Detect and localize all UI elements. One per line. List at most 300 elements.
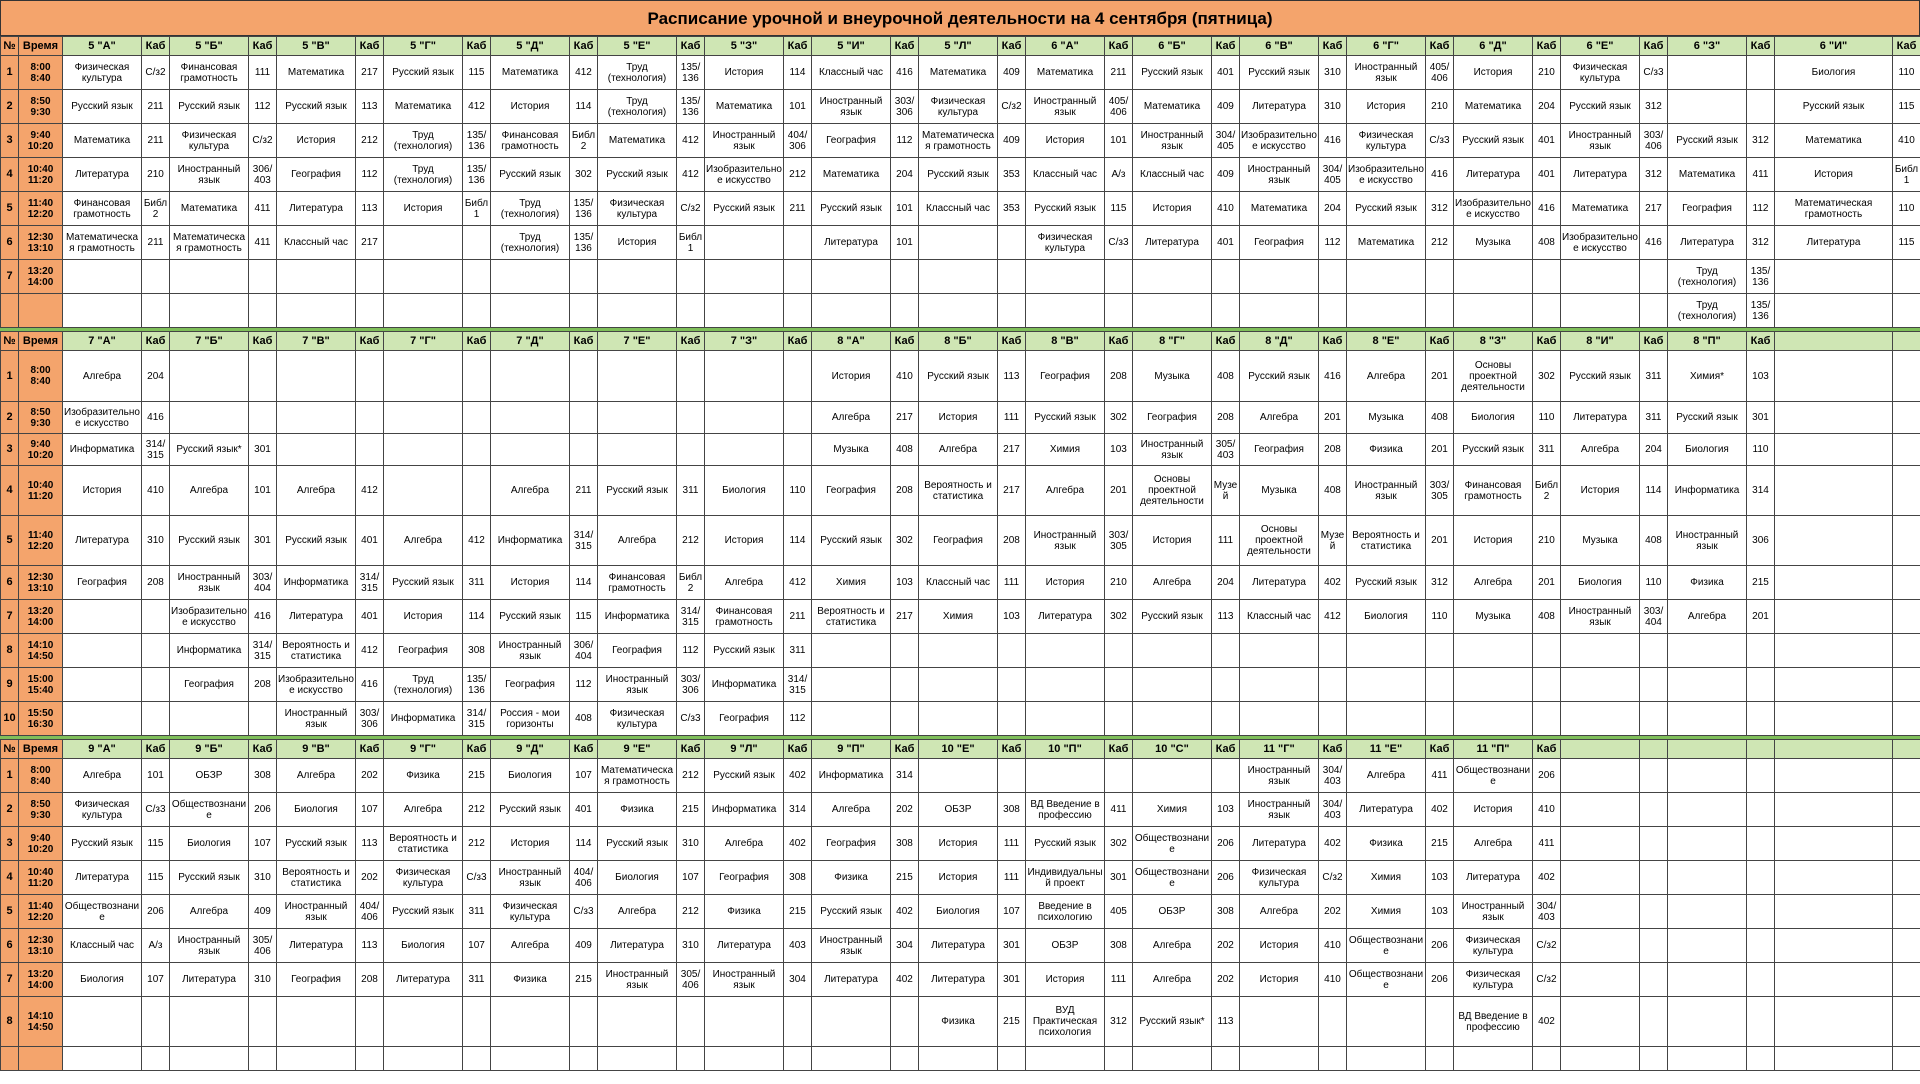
subject-cell: История: [1561, 466, 1640, 516]
subject-cell: Иностранный язык: [705, 963, 784, 997]
subject-cell: Русский язык: [1133, 56, 1212, 90]
subject-cell: Изобразительное искусство: [1240, 124, 1319, 158]
subject-cell: География: [170, 668, 249, 702]
room-cell: [1893, 566, 1920, 600]
room-cell: [142, 997, 170, 1047]
room-cell: 408: [1640, 516, 1668, 566]
room-cell: 211: [1105, 56, 1133, 90]
room-cell: Музей: [1212, 466, 1240, 516]
subject-cell: Физика: [919, 997, 998, 1047]
room-cell: 208: [998, 516, 1026, 566]
room-cell: 208: [891, 466, 919, 516]
room-cell: 401: [1212, 226, 1240, 260]
subject-cell: Математика: [1240, 192, 1319, 226]
subject-cell: Литература: [277, 600, 356, 634]
lesson-number: 8: [1, 634, 19, 668]
room-cell: [1893, 702, 1920, 736]
room-cell: 411: [1105, 793, 1133, 827]
room-cell: 103: [998, 600, 1026, 634]
subject-cell: [1775, 294, 1893, 328]
room-cell: 206: [1212, 827, 1240, 861]
subject-cell: Информатика: [812, 759, 891, 793]
subject-cell: [1775, 260, 1893, 294]
room-cell: 201: [1319, 402, 1347, 434]
room-cell: 303/305: [1105, 516, 1133, 566]
class-name-header: [1775, 332, 1893, 351]
subject-cell: [384, 997, 463, 1047]
room-cell: С/з3: [1105, 226, 1133, 260]
room-cell: 204: [1533, 90, 1561, 124]
subject-cell: Русский язык: [491, 793, 570, 827]
subject-cell: Литература: [63, 516, 142, 566]
subject-cell: Русский язык: [277, 827, 356, 861]
room-cell: [677, 351, 705, 402]
room-cell: [1319, 702, 1347, 736]
room-cell: 202: [891, 793, 919, 827]
room-cell: [1893, 351, 1920, 402]
room-cell: [1212, 294, 1240, 328]
subject-cell: [1454, 702, 1533, 736]
room-cell: 114: [570, 566, 598, 600]
class-name-header: 11 "П": [1454, 740, 1533, 759]
room-cell: [1747, 793, 1775, 827]
subject-cell: Иностранный язык: [170, 929, 249, 963]
subject-cell: Литература: [1775, 226, 1893, 260]
subject-cell: История: [1026, 963, 1105, 997]
room-cell: [1212, 702, 1240, 736]
class-name-header: 7 "Е": [598, 332, 677, 351]
room-cell: 115: [142, 827, 170, 861]
room-cell: 217: [356, 226, 384, 260]
room-cell: 212: [463, 793, 491, 827]
schedule-table: [0, 739, 1920, 1071]
subject-cell: [919, 759, 998, 793]
subject-cell: Русский язык: [598, 827, 677, 861]
room-cell: 201: [1426, 434, 1454, 466]
subject-cell: Физическая культура: [491, 895, 570, 929]
schedule-table: [0, 36, 1920, 328]
subject-cell: Математика: [63, 124, 142, 158]
subject-cell: Классный час: [1026, 158, 1105, 192]
subject-cell: Физическая культура: [1026, 226, 1105, 260]
subject-cell: [1775, 668, 1893, 702]
room-cell: 410: [1319, 929, 1347, 963]
subject-cell: Физика: [1668, 566, 1747, 600]
lesson-number: 5: [1, 895, 19, 929]
subject-cell: История: [1775, 158, 1893, 192]
subject-cell: Русский язык: [384, 566, 463, 600]
room-cell: 304: [784, 963, 812, 997]
subject-cell: История: [1454, 56, 1533, 90]
subject-cell: Классный час: [812, 56, 891, 90]
room-cell: [1893, 466, 1920, 516]
subject-cell: Обществознание: [1347, 963, 1426, 997]
room-cell: 208: [1319, 434, 1347, 466]
room-header: Каб: [463, 740, 491, 759]
room-cell: 402: [784, 759, 812, 793]
lesson-number: 1: [1, 56, 19, 90]
subject-cell: [919, 1047, 998, 1071]
subject-cell: Информатика: [491, 516, 570, 566]
room-cell: 412: [1319, 600, 1347, 634]
subject-cell: Математическая грамотность: [598, 759, 677, 793]
room-cell: [998, 759, 1026, 793]
subject-cell: [1454, 634, 1533, 668]
subject-cell: Информатика: [384, 702, 463, 736]
lesson-number-header: №: [1, 332, 19, 351]
subject-cell: География: [63, 566, 142, 600]
room-cell: С/з3: [1426, 124, 1454, 158]
subject-cell: Алгебра: [1240, 895, 1319, 929]
subject-cell: Труд (технология): [1668, 260, 1747, 294]
room-cell: 304/405: [1319, 158, 1347, 192]
subject-cell: Алгебра: [277, 466, 356, 516]
subject-cell: [384, 226, 463, 260]
class-name-header: 5 "Г": [384, 37, 463, 56]
class-name-header: 11 "Г": [1240, 740, 1319, 759]
class-name-header: 5 "И": [812, 37, 891, 56]
subject-cell: [812, 294, 891, 328]
subject-cell: Классный час: [1240, 600, 1319, 634]
room-cell: 210: [142, 158, 170, 192]
room-cell: 311: [1640, 402, 1668, 434]
subject-cell: История: [1133, 192, 1212, 226]
room-cell: 112: [891, 124, 919, 158]
room-cell: 304/403: [1533, 895, 1561, 929]
room-cell: 411: [249, 192, 277, 226]
room-cell: 107: [463, 929, 491, 963]
room-header: Каб: [1426, 740, 1454, 759]
subject-cell: Алгебра: [1026, 466, 1105, 516]
subject-cell: [1775, 827, 1893, 861]
class-name-header: 9 "Б": [170, 740, 249, 759]
room-cell: С/з2: [1319, 861, 1347, 895]
room-header: Каб: [784, 332, 812, 351]
subject-cell: [919, 634, 998, 668]
room-header: Каб: [1747, 37, 1775, 56]
room-cell: [1747, 997, 1775, 1047]
subject-cell: Математика: [1561, 192, 1640, 226]
room-cell: 314/315: [463, 702, 491, 736]
subject-cell: Физика: [1347, 434, 1426, 466]
subject-cell: [491, 402, 570, 434]
room-cell: [1893, 929, 1920, 963]
room-cell: [1212, 759, 1240, 793]
subject-cell: Труд (технология): [1668, 294, 1747, 328]
room-cell: 401: [1533, 158, 1561, 192]
room-cell: 107: [142, 963, 170, 997]
room-cell: 212: [784, 158, 812, 192]
subject-cell: История: [705, 56, 784, 90]
lesson-row: [1, 466, 1920, 516]
room-cell: 114: [1640, 466, 1668, 516]
subject-cell: Вероятность и статистика: [919, 466, 998, 516]
room-cell: 115: [463, 56, 491, 90]
subject-cell: Иностранный язык: [1561, 600, 1640, 634]
subject-cell: Химия: [919, 600, 998, 634]
subject-cell: Математическая грамотность: [919, 124, 998, 158]
room-cell: 311: [463, 895, 491, 929]
room-header: Каб: [891, 332, 919, 351]
subject-cell: Русский язык: [384, 895, 463, 929]
subject-cell: Русский язык*: [1133, 997, 1212, 1047]
subject-cell: [1668, 827, 1747, 861]
subject-cell: ВД Введение в профессию: [1454, 997, 1533, 1047]
room-cell: 212: [1426, 226, 1454, 260]
room-cell: [249, 351, 277, 402]
room-cell: [1212, 668, 1240, 702]
subject-cell: Русский язык: [1561, 90, 1640, 124]
class-name-header: 9 "А": [63, 740, 142, 759]
class-name-header: 5 "А": [63, 37, 142, 56]
lesson-number: 8: [1, 997, 19, 1047]
subject-cell: [812, 997, 891, 1047]
subject-cell: [1240, 702, 1319, 736]
subject-cell: [1026, 260, 1105, 294]
subject-cell: География: [1240, 434, 1319, 466]
room-cell: [998, 294, 1026, 328]
room-cell: [1747, 1047, 1775, 1071]
room-cell: 115: [1893, 226, 1920, 260]
room-header: Каб: [249, 332, 277, 351]
subject-cell: Литература: [1240, 566, 1319, 600]
room-cell: 215: [463, 759, 491, 793]
room-cell: 405/406: [1105, 90, 1133, 124]
room-header: Каб: [249, 37, 277, 56]
subject-cell: Русский язык: [1775, 90, 1893, 124]
room-cell: 310: [1319, 90, 1347, 124]
subject-cell: [277, 434, 356, 466]
room-header: Каб: [1426, 332, 1454, 351]
room-cell: 103: [891, 566, 919, 600]
room-cell: 103: [1426, 895, 1454, 929]
room-cell: 113: [356, 192, 384, 226]
subject-cell: [812, 702, 891, 736]
subject-cell: Информатика: [705, 793, 784, 827]
subject-cell: Обществознание: [170, 793, 249, 827]
room-cell: 416: [891, 56, 919, 90]
subject-cell: Математика: [1775, 124, 1893, 158]
room-cell: 411: [1426, 759, 1454, 793]
subject-cell: [598, 402, 677, 434]
lesson-row: [1, 351, 1920, 402]
subject-cell: ВУД Практическая психология: [1026, 997, 1105, 1047]
subject-cell: Русский язык: [170, 90, 249, 124]
class-name-header: 7 "З": [705, 332, 784, 351]
room-cell: [1747, 827, 1775, 861]
subject-cell: [1775, 566, 1893, 600]
room-cell: 107: [998, 895, 1026, 929]
room-cell: 113: [1212, 600, 1240, 634]
room-cell: [1893, 634, 1920, 668]
subject-cell: Математика: [1026, 56, 1105, 90]
room-header: Каб: [784, 37, 812, 56]
room-cell: [1747, 861, 1775, 895]
lesson-time: 8:00 8:40: [19, 351, 63, 402]
subject-cell: История: [705, 516, 784, 566]
room-cell: 111: [998, 827, 1026, 861]
room-cell: 110: [1747, 434, 1775, 466]
room-cell: С/з2: [998, 90, 1026, 124]
subject-cell: Русский язык: [1347, 566, 1426, 600]
subject-cell: Биология: [491, 759, 570, 793]
room-cell: [1640, 929, 1668, 963]
lesson-time: 10:40 11:20: [19, 466, 63, 516]
room-cell: 101: [142, 759, 170, 793]
room-cell: 314/315: [677, 600, 705, 634]
subject-cell: ОБЗР: [1026, 929, 1105, 963]
room-cell: 210: [1105, 566, 1133, 600]
room-cell: 302: [1533, 351, 1561, 402]
subject-cell: [170, 351, 249, 402]
subject-cell: История: [598, 226, 677, 260]
room-cell: 402: [891, 963, 919, 997]
class-name-header: 6 "Д": [1454, 37, 1533, 56]
subject-cell: Обществознание: [1133, 861, 1212, 895]
room-cell: 202: [356, 759, 384, 793]
room-cell: [1533, 634, 1561, 668]
room-cell: [249, 997, 277, 1047]
room-cell: 302: [1105, 402, 1133, 434]
class-name-header: 8 "И": [1561, 332, 1640, 351]
room-cell: 408: [1533, 600, 1561, 634]
room-cell: 135/136: [677, 90, 705, 124]
room-cell: [1105, 294, 1133, 328]
lesson-number: 3: [1, 827, 19, 861]
lesson-row: [1, 1047, 1920, 1071]
room-cell: [677, 402, 705, 434]
subject-cell: Литература: [1347, 793, 1426, 827]
room-cell: [1893, 997, 1920, 1047]
subject-cell: [63, 260, 142, 294]
subject-cell: Иностранный язык: [1668, 516, 1747, 566]
lesson-row: [1, 434, 1920, 466]
room-cell: 103: [1747, 351, 1775, 402]
room-cell: 409: [249, 895, 277, 929]
subject-cell: Биология: [1454, 402, 1533, 434]
room-cell: 314/315: [142, 434, 170, 466]
room-cell: [356, 260, 384, 294]
subject-cell: Алгебра: [1133, 566, 1212, 600]
subject-cell: [1775, 997, 1893, 1047]
room-cell: [1533, 668, 1561, 702]
subject-cell: [812, 1047, 891, 1071]
subject-cell: Русский язык: [919, 158, 998, 192]
lesson-time: 13:20 14:00: [19, 260, 63, 294]
room-cell: 112: [1747, 192, 1775, 226]
room-cell: [142, 702, 170, 736]
room-cell: 410: [891, 351, 919, 402]
subject-cell: [1026, 634, 1105, 668]
subject-cell: [1668, 56, 1747, 90]
subject-cell: [63, 600, 142, 634]
subject-cell: Классный час: [919, 566, 998, 600]
class-name-header: 9 "Г": [384, 740, 463, 759]
room-cell: [1747, 702, 1775, 736]
subject-cell: Россия - мои горизонты: [491, 702, 570, 736]
lesson-number: 5: [1, 192, 19, 226]
room-cell: [1105, 668, 1133, 702]
room-cell: 405/406: [1426, 56, 1454, 90]
subject-cell: Финансовая грамотность: [1454, 466, 1533, 516]
room-cell: 303/404: [249, 566, 277, 600]
room-cell: [1640, 759, 1668, 793]
class-name-header: 7 "А": [63, 332, 142, 351]
room-header: Каб: [1105, 740, 1133, 759]
room-cell: 201: [1426, 351, 1454, 402]
room-cell: 204: [1212, 566, 1240, 600]
room-cell: 301: [998, 963, 1026, 997]
lesson-row: [1, 929, 1920, 963]
room-cell: [1640, 997, 1668, 1047]
room-header: Каб: [1212, 740, 1240, 759]
subject-cell: Обществознание: [1133, 827, 1212, 861]
room-cell: [1319, 294, 1347, 328]
room-cell: 110: [1426, 600, 1454, 634]
lesson-time: 11:40 12:20: [19, 895, 63, 929]
room-cell: [784, 402, 812, 434]
lesson-number-header: №: [1, 37, 19, 56]
room-cell: 201: [1533, 566, 1561, 600]
subject-cell: Иностранный язык: [1026, 90, 1105, 124]
room-header: Каб: [142, 37, 170, 56]
subject-cell: Русский язык: [1668, 124, 1747, 158]
subject-cell: Физическая культура: [598, 192, 677, 226]
subject-cell: Литература: [705, 929, 784, 963]
lesson-number: 4: [1, 158, 19, 192]
subject-cell: Математика: [598, 124, 677, 158]
room-cell: [570, 434, 598, 466]
subject-cell: [1133, 759, 1212, 793]
room-cell: 306: [1747, 516, 1775, 566]
subject-cell: Индивидуальный проект: [1026, 861, 1105, 895]
subject-cell: Физика: [812, 861, 891, 895]
subject-cell: Литература: [1240, 90, 1319, 124]
subject-cell: Труд (технология): [598, 56, 677, 90]
room-cell: 204: [1319, 192, 1347, 226]
room-cell: [1105, 759, 1133, 793]
room-cell: [891, 997, 919, 1047]
subject-cell: [1668, 702, 1747, 736]
room-header: Каб: [1212, 332, 1240, 351]
room-cell: [1893, 294, 1920, 328]
room-cell: 353: [998, 158, 1026, 192]
subject-cell: Русский язык: [384, 56, 463, 90]
room-cell: 301: [1747, 402, 1775, 434]
lesson-row: [1, 827, 1920, 861]
subject-cell: Физика: [598, 793, 677, 827]
room-header: Каб: [998, 740, 1026, 759]
room-cell: 308: [891, 827, 919, 861]
subject-cell: Финансовая грамотность: [63, 192, 142, 226]
room-header: Каб: [570, 37, 598, 56]
subject-cell: [1133, 634, 1212, 668]
room-header: Каб: [1319, 740, 1347, 759]
subject-cell: Музыка: [1454, 600, 1533, 634]
room-cell: [677, 997, 705, 1047]
subject-cell: [1775, 600, 1893, 634]
room-cell: [142, 668, 170, 702]
subject-cell: Вероятность и статистика: [1347, 516, 1426, 566]
subject-cell: Алгебра: [63, 759, 142, 793]
subject-cell: [1133, 1047, 1212, 1071]
subject-cell: Информатика: [705, 668, 784, 702]
subject-cell: География: [1026, 351, 1105, 402]
room-cell: 409: [998, 124, 1026, 158]
room-cell: 208: [142, 566, 170, 600]
subject-cell: [1668, 793, 1747, 827]
room-cell: [1893, 600, 1920, 634]
